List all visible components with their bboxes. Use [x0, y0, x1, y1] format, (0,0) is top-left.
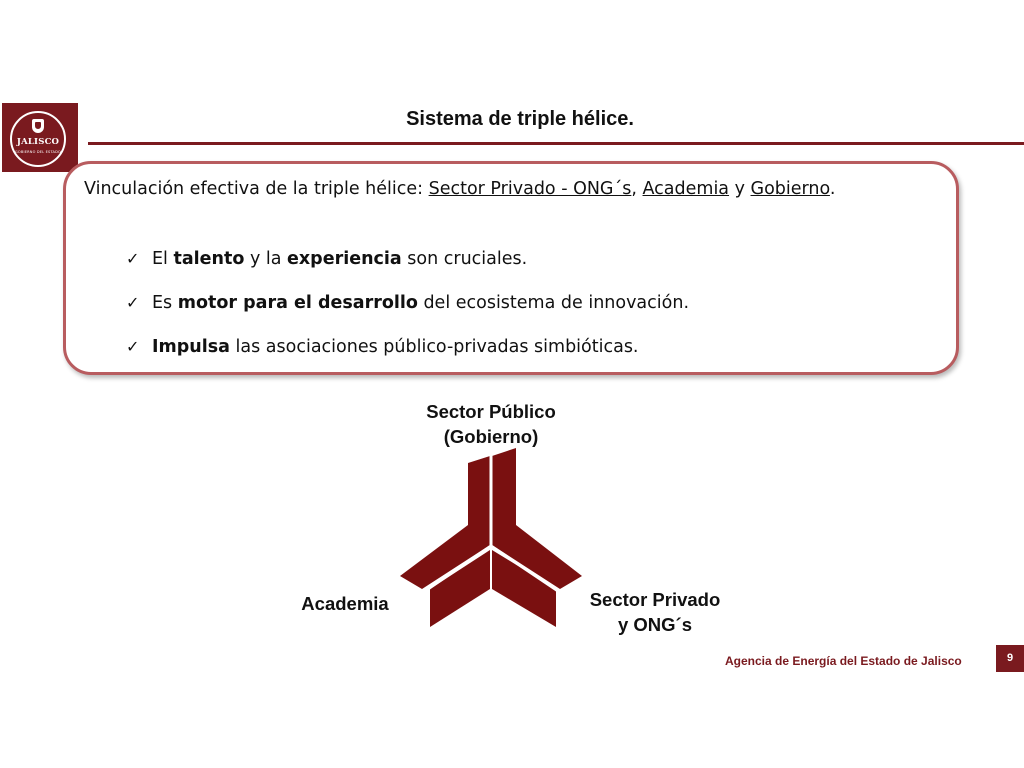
logo-name: JALISCO [16, 137, 60, 147]
logo-subtitle: GOBIERNO DEL ESTADO [15, 150, 61, 154]
intro-paragraph [84, 177, 940, 202]
helix-dividers [425, 452, 558, 591]
bullet-text: las asociaciones público-privadas simbióticas. [229, 337, 639, 357]
jalisco-logo [2, 103, 78, 172]
helix-arm-top-right [492, 448, 582, 589]
intro-separator: , [631, 179, 643, 199]
helix-arm-top-left [400, 456, 490, 589]
label-line: (Gobierno) [443, 426, 539, 447]
helix-arm-bottom-right [492, 550, 556, 627]
checkmark-icon: ✓ [126, 249, 140, 268]
link-sector-privado: Sector Privado - ONG´s [428, 179, 632, 199]
helix-arms [400, 448, 582, 627]
intro-text: Vinculación efectiva de la triple hélice: [84, 179, 429, 199]
link-gobierno: Gobierno [750, 179, 830, 199]
bullet-text: del ecosistema de innovación. [417, 293, 690, 313]
bullet-list [126, 244, 689, 376]
intro-separator: y [729, 179, 751, 199]
bullet-item [126, 332, 689, 376]
checkmark-icon: ✓ [126, 293, 140, 312]
footer-agency: Agencia de Energía del Estado de Jalisco [725, 654, 962, 668]
helix-divider-right [491, 546, 558, 591]
logo-emblem [10, 111, 66, 167]
header-divider [88, 142, 1024, 145]
label-line: Sector Privado [589, 589, 721, 610]
label-academia [285, 591, 405, 616]
helix-divider-left [425, 546, 491, 591]
helix-arm-bottom-left [430, 550, 490, 627]
link-academia: Academia [642, 179, 730, 199]
bullet-item [126, 288, 689, 332]
checkmark-icon: ✓ [126, 337, 140, 356]
label-sector-privado [575, 587, 735, 637]
label-sector-publico [400, 399, 582, 449]
coat-of-arms-icon [32, 119, 44, 133]
bullet-text: El [152, 249, 174, 269]
page-number: 9 [996, 645, 1024, 672]
label-line: Sector Público [426, 401, 556, 422]
bullet-emphasis: motor para el desarrollo [177, 293, 418, 313]
bullet-text: son cruciales. [401, 249, 528, 269]
bullet-emphasis: experiencia [287, 249, 402, 269]
slide-title: Sistema de triple hélice. [406, 108, 634, 130]
bullet-emphasis: talento [173, 249, 245, 269]
label-line: y ONG´s [617, 614, 693, 635]
bullet-emphasis: Impulsa [152, 337, 230, 357]
bullet-text: Es [152, 293, 178, 313]
label-line: Academia [301, 593, 389, 614]
intro-suffix: . [829, 179, 836, 199]
bullet-text: y la [244, 249, 288, 269]
bullet-item [126, 244, 689, 288]
